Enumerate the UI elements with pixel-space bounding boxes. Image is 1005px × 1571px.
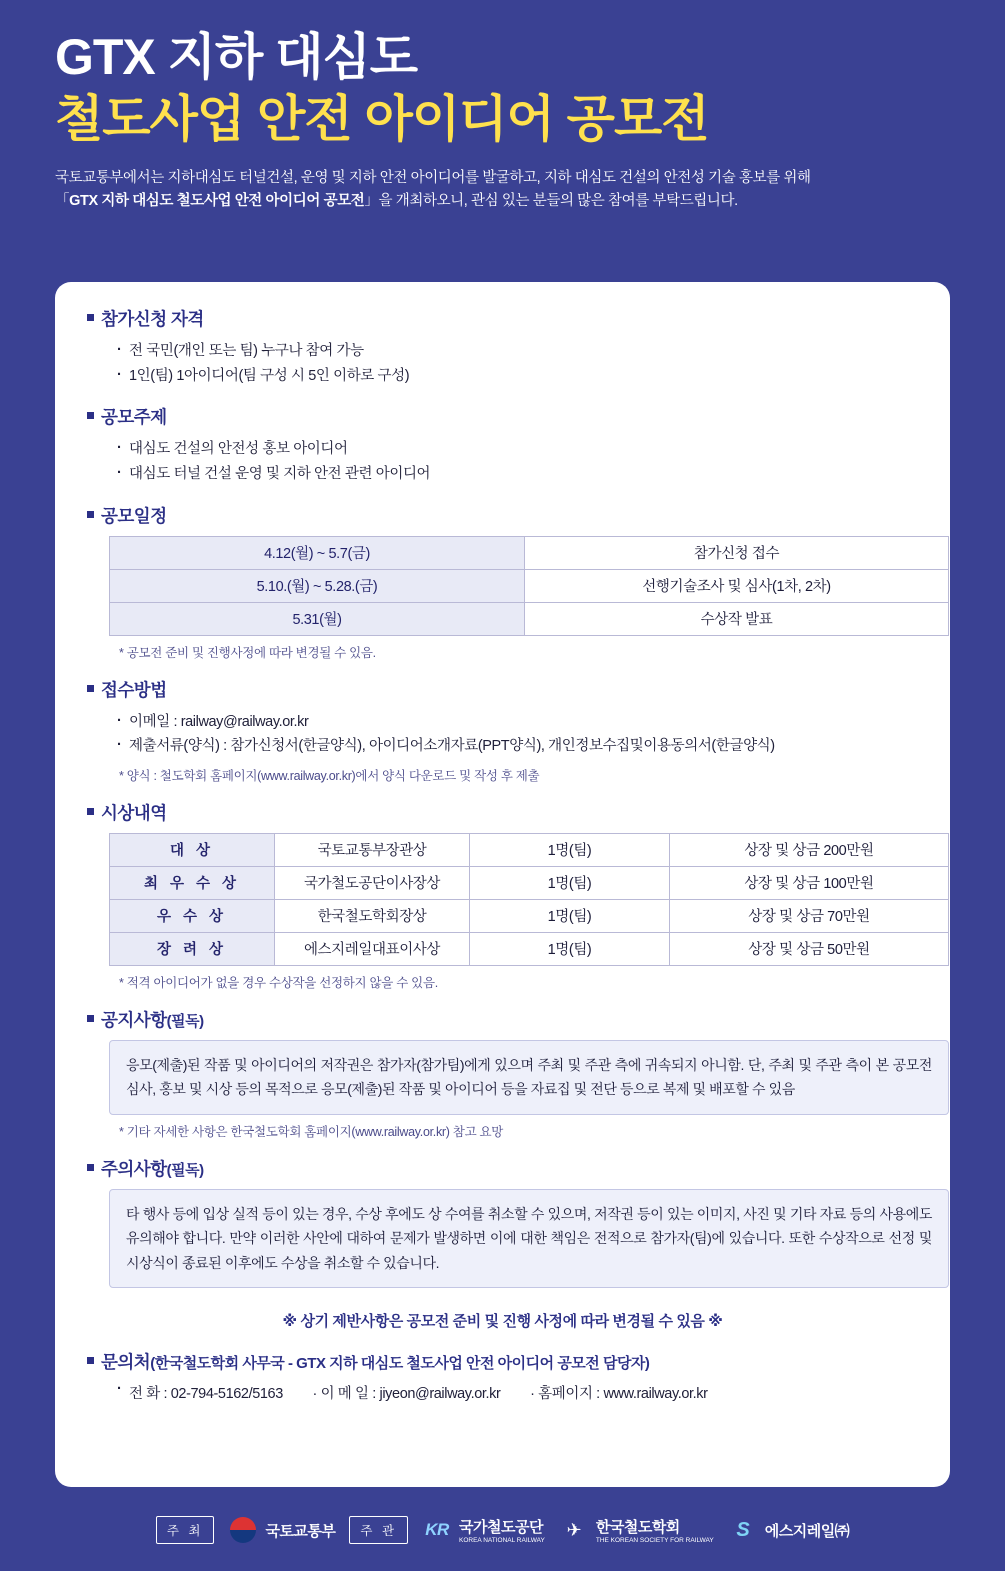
content-card bbox=[55, 282, 950, 1487]
schedule-table bbox=[109, 536, 949, 636]
caution-box: 타 행사 등에 입상 실적 등이 있는 경우, 수상 후에도 상 수여를 취소할 수 있으며, 저작권 등이 있는 이미지, 사진 및 기타 자료 등의 사용에도 유의해야 합니다. 만약 이러한 사안에 대하여 문제가 발생하면 이에 대한 책임은 전적으로 참가자(팀)에 있습니다. 또한 수상작으로 선정 및 시상식이 종료된 이후에도 수상을 취소할 수 있습니다. bbox=[109, 1189, 949, 1289]
prize-grade: 우 수 상 bbox=[110, 899, 275, 932]
logo-motie-label: 국토교통부 bbox=[265, 1522, 336, 1540]
logo-motie bbox=[228, 1515, 335, 1545]
section-schedule bbox=[83, 503, 922, 661]
schedule-period: 5.10.(월) ~ 5.28.(금) bbox=[110, 569, 525, 602]
section-contact bbox=[83, 1349, 922, 1403]
notice-box: 응모(제출)된 작품 및 아이디어의 저작권은 참가자(참가팀)에게 있으며 주최 및 주관 측에 귀속되지 아니함. 단, 주최 및 주관 측이 본 공모전 심사, 홍보 및 시상 등의 목적으로 응모(제출)된 작품 및 아이디어 등을 자료집 및 전단 등으로 복제 및 배포할 수 있음 bbox=[109, 1040, 949, 1115]
table-row bbox=[110, 899, 949, 932]
contact-details bbox=[117, 1382, 922, 1403]
table-row bbox=[110, 602, 949, 635]
poster-intro bbox=[55, 167, 935, 215]
contact-email-value[interactable]: jiyeon@railway.or.kr bbox=[379, 1386, 501, 1403]
prize-reward: 상장 및 상금 200만원 bbox=[670, 833, 949, 866]
topic-list bbox=[117, 437, 922, 486]
contact-email[interactable]: · 이 메 일 : jiyeon@railway.or.kr bbox=[312, 1386, 501, 1403]
contact-title-sub: (한국철도학회 사무국 - GTX 지하 대심도 철도사업 안전 아이디어 공모전 담당자) bbox=[150, 1355, 650, 1373]
prizes-table bbox=[109, 833, 949, 966]
logo-sgrail bbox=[728, 1515, 849, 1545]
prize-count: 1명(팀) bbox=[470, 932, 670, 965]
host-tag: 주 최 bbox=[156, 1516, 215, 1544]
contact-phone-value: 02-794-5162/5163 bbox=[170, 1386, 283, 1403]
prize-reward: 상장 및 상금 70만원 bbox=[670, 899, 949, 932]
logo-knr-label: 국가철도공단 bbox=[459, 1519, 543, 1536]
notice-note: * 기타 자세한 사항은 한국철도학회 홈페이지(www.railway.or.kr) 참고 요망 bbox=[119, 1124, 504, 1139]
caution-title-text: 주의사항 bbox=[101, 1158, 167, 1179]
prize-org: 한국철도학회장상 bbox=[275, 899, 470, 932]
contact-homepage-label: 홈페이지 : bbox=[538, 1386, 604, 1403]
poster-title-line2: 철도사업 안전 아이디어 공모전 bbox=[55, 91, 709, 147]
submission-note: * 양식 : 철도학회 홈페이지(www.railway.or.kr)에서 양식 다운로드 및 작성 후 제출 bbox=[119, 768, 540, 783]
intro-bracket-open: 「 bbox=[55, 193, 70, 210]
contact-phone-label: 전 화 : bbox=[129, 1386, 171, 1403]
notice-title-text: 공지사항 bbox=[101, 1009, 167, 1030]
poster-footer bbox=[0, 1515, 1005, 1545]
section-caution-title bbox=[101, 1156, 922, 1181]
logo-ksr-text bbox=[596, 1516, 714, 1544]
contact-homepage[interactable]: · 홈페이지 : www.railway.or.kr bbox=[530, 1386, 708, 1403]
section-topic bbox=[83, 404, 922, 486]
section-caution bbox=[83, 1156, 932, 1289]
table-row bbox=[110, 536, 949, 569]
section-schedule-title: 공모일정 bbox=[101, 503, 922, 528]
section-submission-title: 접수방법 bbox=[101, 677, 922, 702]
sgrail-logo-icon: S bbox=[736, 1518, 750, 1541]
caution-title-sub: (필독) bbox=[166, 1161, 204, 1179]
schedule-desc: 수상작 발표 bbox=[525, 602, 949, 635]
section-eligibility bbox=[83, 306, 922, 388]
prize-grade: 대 상 bbox=[110, 833, 275, 866]
schedule-desc: 선행기술조사 및 심사(1차, 2차) bbox=[525, 569, 949, 602]
prize-count: 1명(팀) bbox=[470, 866, 670, 899]
logo-knr bbox=[422, 1515, 545, 1545]
schedule-note: * 공모전 준비 및 진행사정에 따라 변경될 수 있음. bbox=[119, 645, 376, 660]
logo-knr-sub: KOREA NATIONAL RAILWAY bbox=[459, 1537, 545, 1544]
prize-grade: 최 우 수 상 bbox=[110, 866, 275, 899]
prize-reward: 상장 및 상금 50만원 bbox=[670, 932, 949, 965]
section-prizes-title: 시상내역 bbox=[101, 800, 922, 825]
prize-count: 1명(팀) bbox=[470, 833, 670, 866]
section-submission bbox=[83, 677, 922, 784]
logo-sgrail-label: 에스지레일㈜ bbox=[764, 1522, 850, 1540]
list-item: · 전 국민(개인 또는 팀) 누구나 참여 가능 bbox=[117, 339, 922, 364]
poster-title-line1: GTX 지하 대심도 bbox=[55, 29, 418, 85]
table-row bbox=[110, 866, 949, 899]
section-eligibility-title: 참가신청 자격 bbox=[101, 306, 922, 331]
list-item: · 1인(팀) 1아이디어(팀 구성 시 5인 이하로 구성) bbox=[117, 364, 922, 389]
kr-logo-icon: KR bbox=[425, 1520, 449, 1539]
contact-homepage-value[interactable]: www.railway.or.kr bbox=[603, 1386, 708, 1403]
section-topic-title: 공모주제 bbox=[101, 404, 922, 429]
prize-count: 1명(팀) bbox=[470, 899, 670, 932]
prize-org: 에스지레일대표이사상 bbox=[275, 932, 470, 965]
eligibility-list bbox=[117, 339, 922, 388]
prize-org: 국가철도공단이사장상 bbox=[275, 866, 470, 899]
schedule-desc: 참가신청 접수 bbox=[525, 536, 949, 569]
section-contact-title bbox=[101, 1349, 922, 1374]
logo-knr-text bbox=[459, 1516, 545, 1544]
prize-org: 국토교통부장관상 bbox=[275, 833, 470, 866]
schedule-period: 5.31(월) bbox=[110, 602, 525, 635]
prize-grade: 장 려 상 bbox=[110, 932, 275, 965]
section-prizes bbox=[83, 800, 922, 991]
table-row bbox=[110, 569, 949, 602]
contact-email-label: 이 메 일 : bbox=[320, 1386, 380, 1403]
notice-title-sub: (필독) bbox=[166, 1012, 204, 1030]
schedule-period: 4.12(월) ~ 5.7(금) bbox=[110, 536, 525, 569]
list-item: · 대심도 터널 건설 운영 및 지하 안전 관련 아이디어 bbox=[117, 462, 922, 487]
list-item: · 대심도 건설의 안전성 홍보 아이디어 bbox=[117, 437, 922, 462]
intro-contest-name: GTX 지하 대심도 철도사업 안전 아이디어 공모전 bbox=[69, 193, 365, 210]
organizer-tag: 주 관 bbox=[349, 1516, 408, 1544]
table-row bbox=[110, 833, 949, 866]
prizes-note: * 적격 아이디어가 없을 경우 수상작을 선정하지 않을 수 있음. bbox=[119, 975, 438, 990]
section-notice-title bbox=[101, 1007, 922, 1032]
logo-ksr bbox=[559, 1515, 714, 1545]
section-notice bbox=[83, 1007, 932, 1140]
logo-ksr-sub: THE KOREAN SOCIETY FOR RAILWAY bbox=[595, 1537, 714, 1544]
list-item: · 이메일 : railway@railway.or.kr bbox=[117, 710, 922, 735]
general-change-note: ※ 상기 제반사항은 공모전 준비 및 진행 사정에 따라 변경될 수 있음 ※ bbox=[282, 1313, 723, 1331]
table-row bbox=[110, 932, 949, 965]
taegeuk-icon bbox=[228, 1515, 258, 1545]
intro-line1: 국토교통부에서는 지하대심도 터널건설, 운영 및 지하 안전 아이디어를 발굴하고, 지하 대심도 건설의 안전성 기술 홍보를 위해 bbox=[55, 169, 811, 186]
poster-header bbox=[0, 0, 1005, 214]
ksr-logo-icon: ✈ bbox=[566, 1519, 582, 1540]
contact-phone bbox=[129, 1382, 283, 1403]
contact-title-text: 문의처 bbox=[101, 1352, 151, 1373]
logo-ksr-label: 한국철도학회 bbox=[595, 1519, 680, 1536]
prize-reward: 상장 및 상금 100만원 bbox=[670, 866, 949, 899]
submission-list bbox=[117, 710, 922, 759]
list-item: · 제출서류(양식) : 참가신청서(한글양식), 아이디어소개자료(PPT양식), 개인정보수집및이용동의서(한글양식) bbox=[117, 734, 922, 759]
intro-line2-tail: 」을 개최하오니, 관심 있는 분들의 많은 참여를 부탁드립니다. bbox=[364, 193, 738, 210]
